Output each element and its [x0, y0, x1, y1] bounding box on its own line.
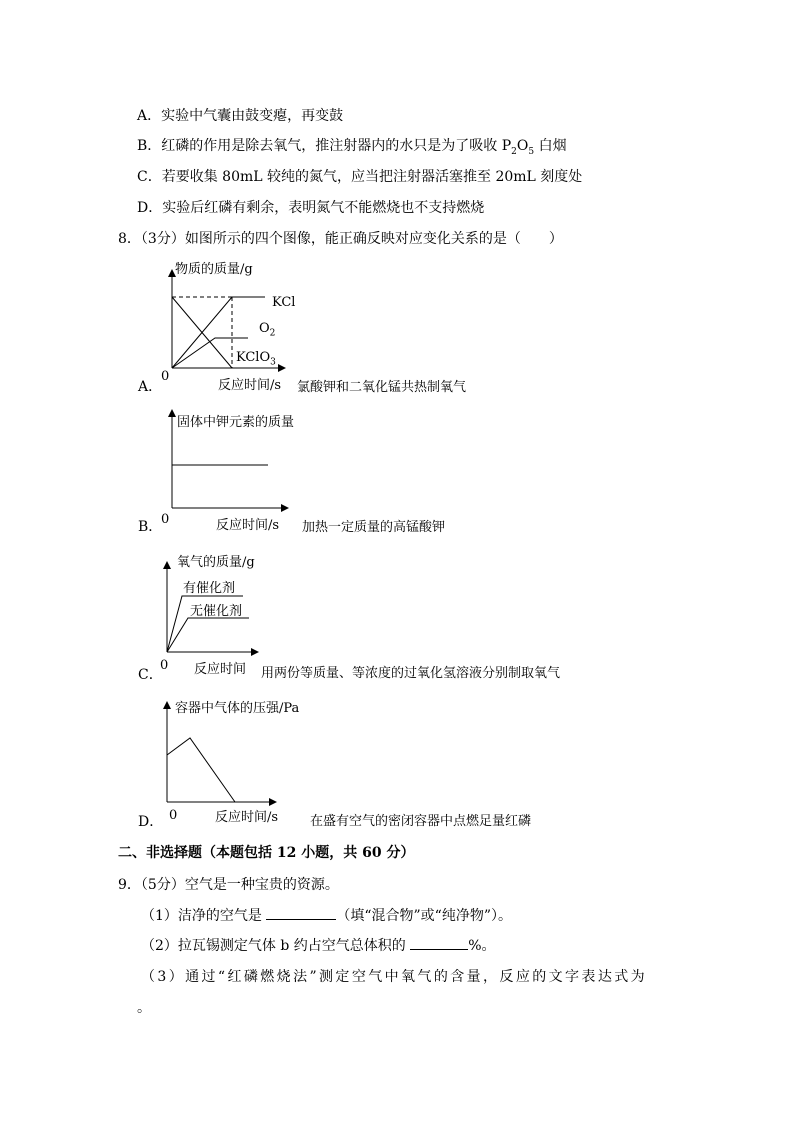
graph-a-caption: 氯酸钾和二氧化锰共热制氧气 — [297, 380, 467, 395]
graph-a-xlabel: 反应时间/s — [218, 378, 282, 393]
q9-part1-answer-blank[interactable] — [266, 905, 336, 920]
q7-option-b-sub2: 5 — [528, 146, 535, 157]
q7-option-b-o: O — [516, 138, 529, 154]
q9-part2-answer-blank[interactable] — [410, 935, 468, 950]
graph-b-ylabel: 固体中钾元素的质量 — [177, 415, 295, 430]
graph-a-ylabel: 物质的质量/g — [175, 262, 253, 277]
graph-a-o2-sub: 2 — [269, 328, 276, 339]
graph-a-kclo3-label — [236, 350, 276, 368]
graph-b-option-letter: B． — [138, 519, 163, 535]
graph-b-caption: 加热一定质量的高锰酸钾 — [302, 520, 446, 535]
graph-c-origin: 0 — [160, 658, 169, 673]
graph-d-curve — [167, 738, 235, 802]
q7-option-d: D．实验后红磷有剩余，表明氮气不能燃烧也不支持燃烧 — [137, 200, 485, 216]
graph-a-kcl-label: KCl — [272, 295, 296, 310]
graph-c-no-catalyst-label: 无催化剂 — [190, 604, 243, 619]
graph-c-caption: 用两份等质量、等浓度的过氧化氢溶液分别制取氧气 — [261, 666, 561, 681]
graph-a-kclo3-main: KClO — [236, 350, 271, 365]
graph-b-origin: 0 — [161, 512, 170, 527]
section-two-heading: 二、非选择题（本题包括 12 小题，共 60 分） — [118, 845, 415, 861]
q8-stem: 8．（3分）如图所示的四个图像，能正确反映对应变化关系的是（ ） — [118, 231, 563, 247]
graph-d-option-letter: D． — [138, 814, 164, 830]
q9-part1-hint: （填“混合物”或“纯净物”）。 — [336, 908, 512, 924]
graph-c-catalyst-label: 有催化剂 — [183, 581, 236, 596]
graph-b-xlabel: 反应时间/s — [216, 518, 280, 533]
graph-a-o2-label — [259, 321, 275, 339]
graph-d-xlabel: 反应时间/s — [215, 810, 279, 825]
q7-option-b-end: 白烟 — [534, 138, 567, 154]
graph-d-origin: 0 — [169, 808, 178, 823]
q9-stem: 9．（5分）空气是一种宝贵的资源。 — [118, 877, 339, 893]
graph-a-option-letter: A． — [138, 379, 163, 395]
graph-a-o2-main: O — [259, 321, 270, 336]
graph-c-no-catalyst-curve — [167, 618, 249, 652]
q7-option-b-text: B．红磷的作用是除去氧气，推注射器内的水只是为了吸收 P — [137, 138, 512, 154]
graph-d — [167, 702, 276, 802]
q9-part3: （3）通过“红磷燃烧法”测定空气中氧气的含量，反应的文字表达式为 — [141, 969, 648, 985]
graph-a-kclo3-sub: 3 — [270, 357, 276, 368]
q9-part2 — [141, 935, 496, 955]
q7-option-a: A．实验中气囊由鼓变瘪，再变鼓 — [137, 108, 344, 124]
graph-a-origin: 0 — [161, 369, 170, 384]
q9-part1-text: （1）洁净的空气是 — [141, 908, 267, 924]
graph-c-xlabel: 反应时间 — [194, 662, 247, 677]
q9-part2-unit: %。 — [468, 938, 496, 954]
graph-c-option-letter: C． — [138, 667, 163, 683]
q9-part2-text: （2）拉瓦锡测定气体 b 约占空气总体积的 — [141, 938, 411, 954]
graph-d-ylabel: 容器中气体的压强/Pa — [175, 701, 300, 716]
q9-part1 — [141, 905, 512, 925]
graph-d-caption: 在盛有空气的密闭容器中点燃足量红磷 — [310, 814, 532, 829]
q7-option-c: C．若要收集 80mL 较纯的氮气，应当把注射器活塞推至 20mL 刻度处 — [137, 169, 583, 185]
q9-part3-end: 。 — [137, 1000, 151, 1016]
graph-c-ylabel: 氧气的质量/g — [177, 555, 255, 570]
q7-option-b-sub1: 2 — [511, 146, 517, 157]
